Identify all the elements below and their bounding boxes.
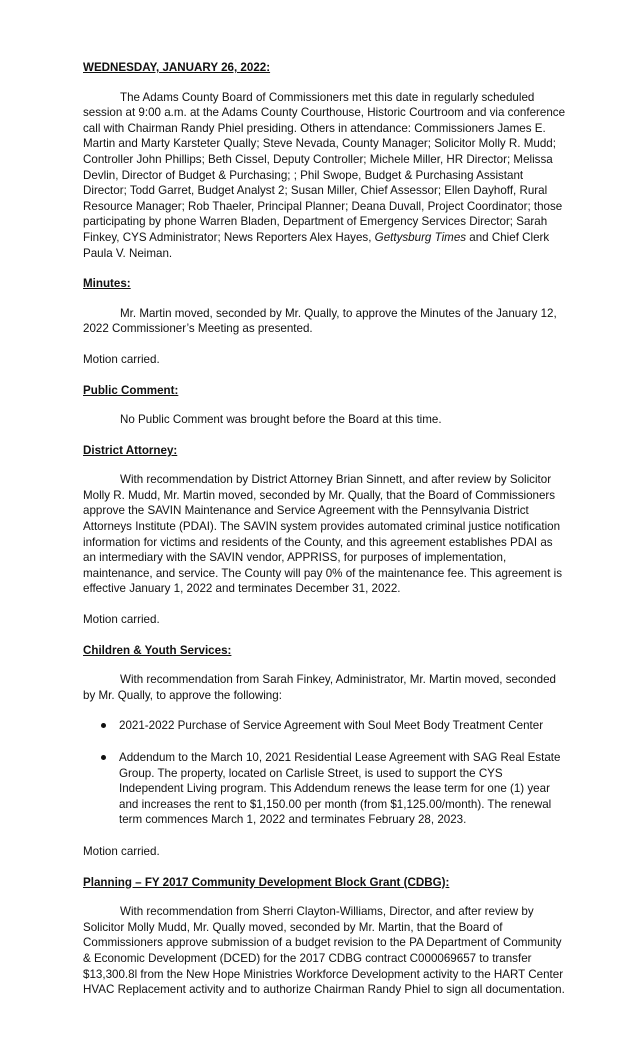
public-comment-paragraph: No Public Comment was brought before the Board at this time. bbox=[120, 413, 442, 427]
cys-heading: Children & Youth Services: bbox=[83, 643, 232, 657]
attendance-text-end: and Chief Clerk Paula V. Neiman. bbox=[83, 230, 550, 260]
attendance-text: The Adams County Board of Commissioners met this date in regularly scheduled session at 9:00 a.m. at the Adams County Courthouse, Historic Courtroom and via conference call with Chairman Randy Phiel presiding. Others in attendance: Commissioners James E. Martin and Marty Karsteter Qually; Steve Nevada, County Manager; Solicitor Molly R. Mudd; Controller John Phillips; Beth Cissel, Deputy Controller; Michele Miller, HR Director; Melissa Devlin, Director of Budget & Purchasing; ; Phil Swope, Budget & Purchasing Assistant Director; Todd Garret, Budget Analyst 2; Susan Miller, Chief Assessor; Ellen Dayhoff, Rural Resource Manager; Rob Thaeler, Principal Planner; Deana Duvall, Project Coordinator; those participating by phone Warren Bladen, Department of Emergency Services Director; Sarah Finkey, CYS Administrator; News Reporters Alex Hayes, bbox=[83, 90, 566, 244]
district-attorney-motion-result: Motion carried. bbox=[83, 613, 160, 627]
list-item bbox=[119, 718, 568, 734]
planning-paragraph: With recommendation from Sherri Clayton-Williams, Director, and after review by Solicitor Molly Mudd, Mr. Qually moved, seconded by Mr. Martin, that the Board of Commissioners approve submission of a budget revision to the PA Department of Community & Economic Development (DCED) for the 2017 CDBG contract C000069657 to transfer $13,300.8l from the New Hope Ministries Workforce Development activity to the HART Center HVAC Replacement activity and to authorize Chairman Randy Phiel to sign all documentation. bbox=[83, 905, 565, 997]
minutes-paragraph: Mr. Martin moved, seconded by Mr. Qually, to approve the Minutes of the January 12, 2022 Commissioner’s Meeting as presented. bbox=[83, 306, 557, 336]
bullet-icon bbox=[101, 723, 106, 728]
list-item bbox=[119, 750, 568, 828]
cys-motion-result: Motion carried. bbox=[83, 844, 160, 858]
planning-heading: Planning – FY 2017 Community Development Block Grant (CDBG): bbox=[83, 875, 450, 889]
bullet-icon bbox=[101, 755, 106, 760]
district-attorney-paragraph: With recommendation by District Attorney Brian Sinnett, and after review by Solicitor Molly R. Mudd, Mr. Martin moved, seconded by Mr. Qually, that the Board of Commissioners approve the SAVIN Maintenance and Service Agreement with the Pennsylvania District Attorneys Institute (PDAI). The SAVIN system provides automated criminal justice notification information for victims and residents of the County, and this agreement establishes PDAI as an intermediary with the SAVIN vendor, APPRISS, for purposes of implementation, maintenance, and service. The County will pay 0% of the maintenance fee. This agreement is effective January 1, 2022 and terminates December 31, 2022. bbox=[83, 473, 563, 596]
district-attorney-heading: District Attorney: bbox=[83, 443, 178, 457]
minutes-motion-result: Motion carried. bbox=[83, 352, 160, 366]
list-item-text: 2021-2022 Purchase of Service Agreement with Soul Meet Body Treatment Center bbox=[119, 719, 544, 733]
document-page bbox=[83, 60, 568, 1013]
public-comment-heading: Public Comment: bbox=[83, 383, 179, 397]
newspaper-name: Gettysburg Times bbox=[374, 230, 467, 244]
minutes-heading: Minutes: bbox=[83, 277, 131, 291]
list-item-text: Addendum to the March 10, 2021 Residential Lease Agreement with SAG Real Estate Group. The property, located on Carlisle Street, is used to support the CYS Independent Living program. This Addendum renews the lease term for one (1) year and increases the rent to $1,150.00 per month (from $1,125.00/month). The renewal term commences March 1, 2022 and terminates February 28, 2023. bbox=[119, 751, 561, 827]
cys-paragraph: With recommendation from Sarah Finkey, Administrator, Mr. Martin moved, seconded by Mr. Qually, to approve the following: bbox=[83, 673, 557, 702]
cys-approval-list bbox=[83, 718, 568, 828]
attendance-paragraph bbox=[83, 90, 568, 262]
date-heading: WEDNESDAY, JANUARY 26, 2022: bbox=[83, 61, 271, 74]
